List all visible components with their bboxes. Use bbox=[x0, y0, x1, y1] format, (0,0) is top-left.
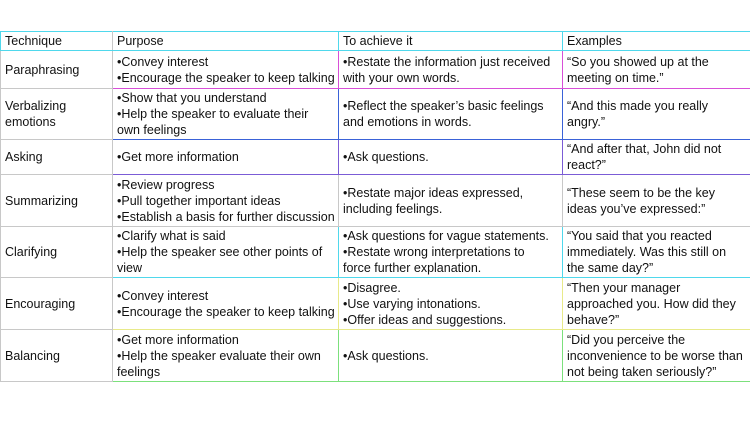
achieve-line: •Restate wrong interpretations to bbox=[343, 245, 525, 259]
purpose-line: •Help the speaker see other points of bbox=[117, 245, 323, 259]
achieve-cell bbox=[339, 227, 563, 278]
example-line: inconvenience to be worse than bbox=[567, 348, 743, 363]
achieve-cell bbox=[339, 278, 563, 330]
example-line: the same day?” bbox=[567, 261, 654, 275]
example-line: react?” bbox=[567, 158, 606, 172]
example-line: “So you showed up at the bbox=[567, 54, 709, 69]
header-purpose: Purpose bbox=[113, 32, 339, 51]
achieve-line: •Use varying intonations. bbox=[343, 296, 481, 311]
purpose-cell bbox=[113, 330, 339, 382]
example-line: behave?” bbox=[567, 312, 620, 327]
examples-cell bbox=[563, 51, 750, 89]
examples-cell bbox=[563, 330, 750, 382]
achieve-line: with your own words. bbox=[343, 70, 460, 85]
header-technique: Technique bbox=[1, 32, 113, 51]
achieve-line: •Offer ideas and suggestions. bbox=[343, 312, 507, 327]
example-line: “You said that you reacted bbox=[567, 229, 712, 243]
technique-label: Balancing bbox=[5, 348, 60, 363]
purpose-line: •Review progress bbox=[117, 177, 215, 192]
examples-cell bbox=[563, 175, 750, 227]
achieve-cell bbox=[339, 140, 563, 175]
purpose-cell bbox=[113, 51, 339, 89]
purpose-cell bbox=[113, 278, 339, 330]
purpose-line: •Show that you understand bbox=[117, 91, 267, 105]
technique-label: Summarizing bbox=[5, 193, 78, 208]
purpose-cell bbox=[113, 89, 339, 140]
technique-label: Paraphrasing bbox=[5, 62, 80, 77]
examples-cell bbox=[563, 89, 750, 140]
examples-cell bbox=[563, 278, 750, 330]
table-row bbox=[1, 278, 750, 330]
purpose-cell bbox=[113, 227, 339, 278]
table-row bbox=[1, 140, 750, 175]
purpose-line: •Pull together important ideas bbox=[117, 193, 281, 208]
examples-cell bbox=[563, 140, 750, 175]
header-examples: Examples bbox=[563, 32, 750, 51]
table-row bbox=[1, 330, 750, 382]
purpose-cell bbox=[113, 175, 339, 227]
example-line: “Did you perceive the bbox=[567, 332, 686, 347]
technique-cell bbox=[1, 175, 113, 227]
purpose-line: •Help the speaker to evaluate their bbox=[117, 107, 309, 121]
achieve-cell bbox=[339, 175, 563, 227]
example-line: ideas you’ve expressed:” bbox=[567, 201, 706, 216]
technique-cell bbox=[1, 330, 113, 382]
technique-cell bbox=[1, 140, 113, 175]
purpose-line: •Establish a basis for further discussion bbox=[117, 209, 335, 224]
purpose-cell bbox=[113, 140, 339, 175]
technique-label: Clarifying bbox=[5, 245, 58, 259]
purpose-line: •Help the speaker evaluate their own bbox=[117, 348, 321, 363]
purpose-line: •Convey interest bbox=[117, 54, 209, 69]
technique-cell bbox=[1, 89, 113, 140]
table-row bbox=[1, 51, 750, 89]
example-line: “And this made you really bbox=[567, 99, 709, 113]
techniques-table bbox=[0, 31, 750, 382]
achieve-line: •Reflect the speaker’s basic feelings bbox=[343, 99, 544, 113]
achieve-cell bbox=[339, 51, 563, 89]
purpose-line: •Get more information bbox=[117, 332, 239, 347]
technique-label: Verbalizing bbox=[5, 99, 67, 113]
example-line: approached you. How did they bbox=[567, 296, 736, 311]
achieve-line: force further explanation. bbox=[343, 261, 482, 275]
achieve-line: •Disagree. bbox=[343, 280, 401, 295]
achieve-line: •Ask questions for vague statements. bbox=[343, 229, 549, 243]
purpose-line: •Clarify what is said bbox=[117, 229, 226, 243]
technique-label: Asking bbox=[5, 150, 43, 164]
technique-label: emotions bbox=[5, 115, 56, 129]
achieve-cell bbox=[339, 330, 563, 382]
achieve-line: •Restate the information just received bbox=[343, 54, 551, 69]
purpose-line: own feelings bbox=[117, 123, 187, 137]
table-row bbox=[1, 175, 750, 227]
achieve-line: •Ask questions. bbox=[343, 348, 429, 363]
technique-label: Encouraging bbox=[5, 296, 76, 311]
achieve-line: •Restate major ideas expressed, bbox=[343, 185, 524, 200]
header-row bbox=[1, 32, 750, 51]
purpose-line: view bbox=[117, 261, 143, 275]
example-line: immediately. Was this still on bbox=[567, 245, 727, 259]
purpose-line: feelings bbox=[117, 364, 161, 379]
purpose-line: •Encourage the speaker to keep talking bbox=[117, 304, 335, 319]
example-line: meeting on time.” bbox=[567, 70, 664, 85]
table-row bbox=[1, 89, 750, 140]
achieve-cell bbox=[339, 89, 563, 140]
examples-cell bbox=[563, 227, 750, 278]
example-line: angry.” bbox=[567, 115, 605, 129]
example-line: “And after that, John did not bbox=[567, 142, 722, 156]
technique-cell bbox=[1, 278, 113, 330]
example-line: not being taken seriously?” bbox=[567, 364, 717, 379]
technique-cell bbox=[1, 227, 113, 278]
purpose-line: •Get more information bbox=[117, 150, 239, 164]
header-to-achieve-it: To achieve it bbox=[339, 32, 563, 51]
achieve-line: and emotions in words. bbox=[343, 115, 472, 129]
table-row bbox=[1, 227, 750, 278]
purpose-line: •Encourage the speaker to keep talking bbox=[117, 70, 335, 85]
example-line: “Then your manager bbox=[567, 280, 681, 295]
technique-cell bbox=[1, 51, 113, 89]
achieve-line: including feelings. bbox=[343, 201, 443, 216]
purpose-line: •Convey interest bbox=[117, 288, 209, 303]
achieve-line: •Ask questions. bbox=[343, 150, 429, 164]
example-line: “These seem to be the key bbox=[567, 185, 715, 200]
